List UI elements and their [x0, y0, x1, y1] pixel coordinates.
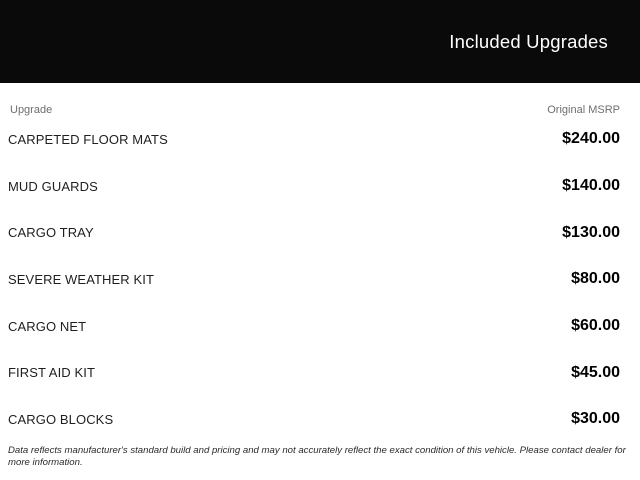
page-title: Included Upgrades — [449, 30, 608, 52]
upgrade-price: $240.00 — [562, 130, 620, 148]
disclaimer-text: Data reflects manufacturer's standard build and pricing and may not accurately reflect the exact condition of this vehicle. Please contact dealer for more information. — [8, 444, 626, 468]
upgrade-name: FIRST AID KIT — [8, 365, 96, 381]
upgrade-name: CARGO TRAY — [8, 225, 94, 241]
column-header-msrp: Original MSRP — [547, 104, 620, 116]
table-row — [0, 303, 640, 350]
upgrade-price: $80.00 — [571, 270, 620, 288]
column-header-upgrade: Upgrade — [10, 104, 53, 116]
upgrade-name: SEVERE WEATHER KIT — [8, 271, 155, 287]
upgrade-price: $60.00 — [571, 317, 620, 335]
table-row — [0, 209, 640, 256]
upgrade-price: $30.00 — [571, 410, 620, 428]
table-row — [0, 256, 640, 303]
table-row — [0, 349, 640, 396]
upgrade-price: $140.00 — [562, 177, 620, 195]
upgrade-price: $130.00 — [562, 223, 620, 241]
table-header-row — [0, 83, 640, 116]
upgrade-name: MUD GUARDS — [8, 178, 98, 194]
header-bar — [0, 0, 640, 83]
upgrade-name: CARGO NET — [8, 318, 87, 334]
table-row — [0, 116, 640, 163]
upgrade-price: $45.00 — [571, 363, 620, 381]
upgrade-name: CARPETED FLOOR MATS — [8, 131, 168, 147]
table-row — [0, 396, 640, 443]
upgrade-name: CARGO BLOCKS — [8, 411, 114, 427]
table-row — [0, 163, 640, 210]
upgrades-table — [0, 83, 640, 443]
